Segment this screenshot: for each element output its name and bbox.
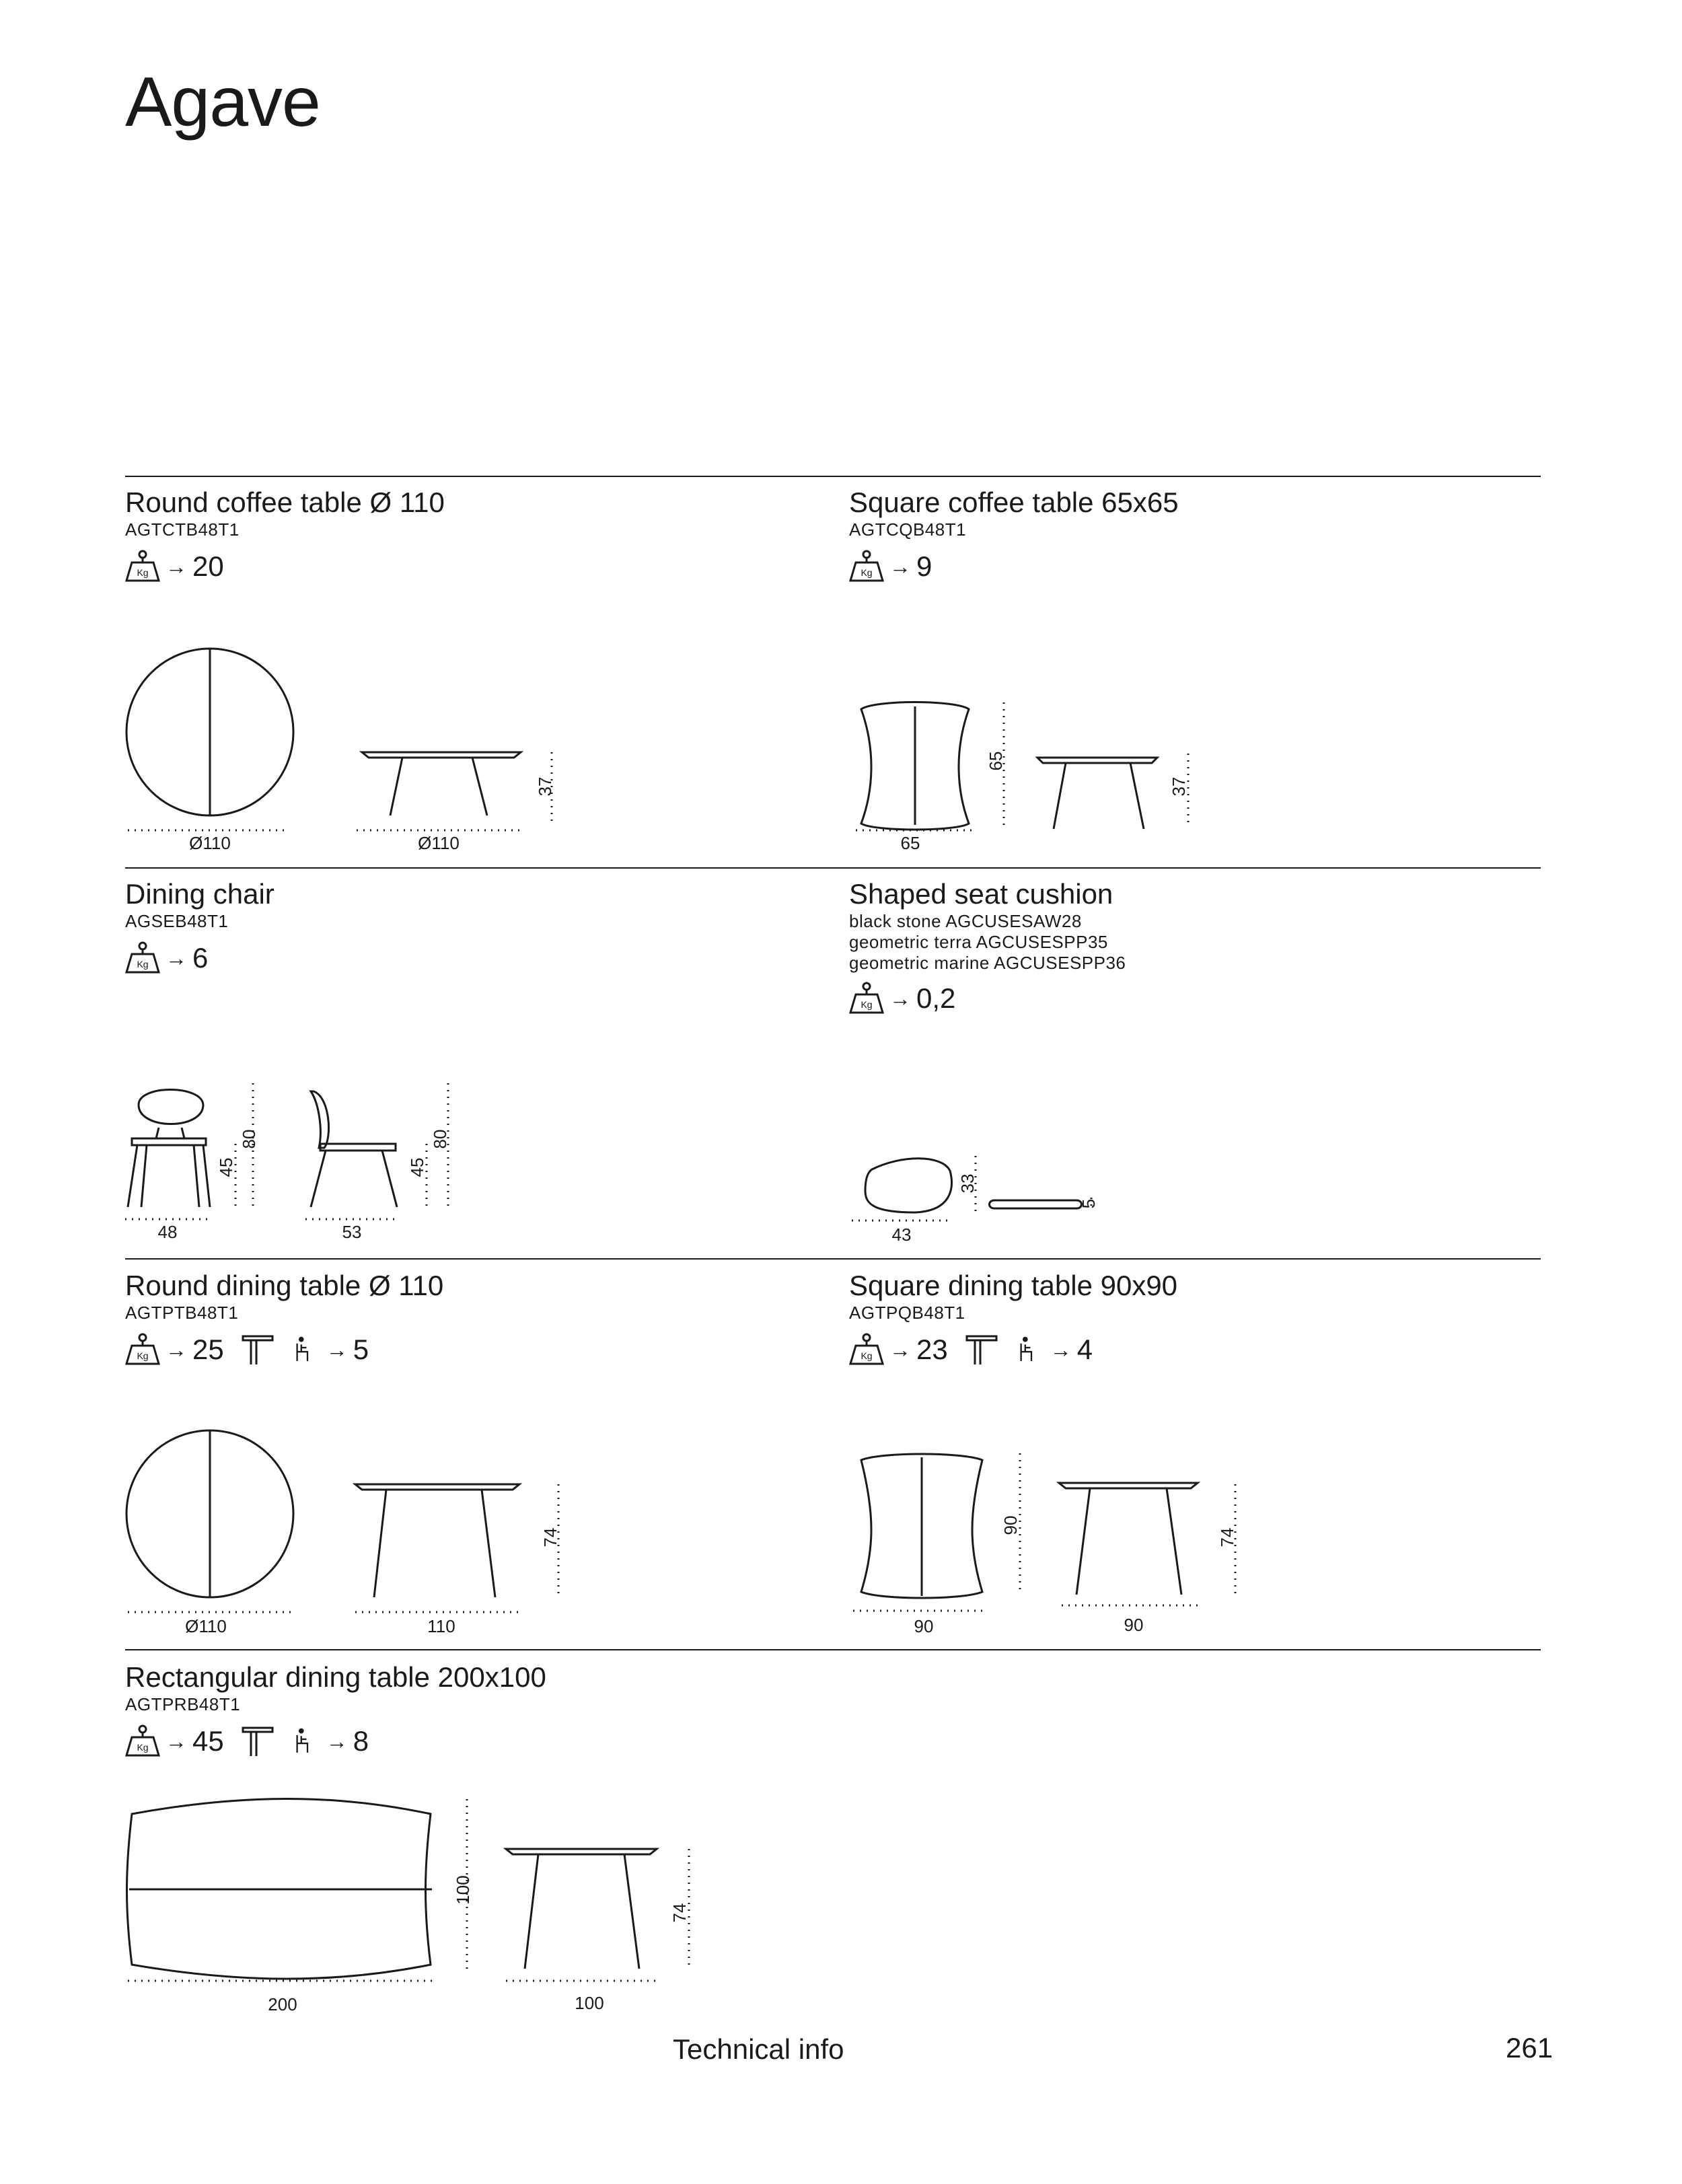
- dimension-label: Ø110: [185, 1616, 227, 1636]
- arrow-icon: →: [166, 946, 187, 970]
- dimension-label: 48: [157, 1222, 178, 1242]
- table-side-view: [1059, 1483, 1198, 1488]
- product-code: AGTCTB48T1: [125, 519, 240, 540]
- chair-front-view: [139, 1090, 203, 1124]
- dimension-label: 80: [430, 1129, 450, 1149]
- divider: [125, 867, 1541, 869]
- table-top-view: [126, 649, 293, 815]
- product-code: AGTPQB48T1: [849, 1303, 965, 1323]
- product-name: Dining chair: [125, 878, 275, 910]
- table-top-view: [861, 702, 969, 830]
- dimension-label: 74: [540, 1527, 560, 1548]
- arrow-icon: →: [166, 554, 187, 579]
- dimension-label: 74: [669, 1903, 690, 1923]
- dimension-label: 5: [1078, 1198, 1099, 1209]
- dimension-label: 37: [1169, 776, 1189, 797]
- seats-value: 4: [1076, 1334, 1093, 1365]
- table-top-view: [127, 1799, 431, 1979]
- weight-kg-icon: [125, 549, 160, 584]
- seats-value: 8: [353, 1725, 369, 1757]
- product-name: Rectangular dining table 200x100: [125, 1661, 546, 1693]
- weight-value: 0,2: [916, 982, 956, 1014]
- arrow-icon: →: [166, 1729, 187, 1753]
- arrow-icon: →: [889, 1338, 911, 1362]
- chair-side-view: [311, 1091, 329, 1148]
- product-specs: [849, 549, 932, 584]
- product-variant: geometric terra AGCUSESPP35: [849, 932, 1108, 952]
- weight-kg-icon: [849, 1332, 884, 1367]
- table-top-view: [861, 1454, 982, 1598]
- weight-kg-icon: [125, 1332, 160, 1367]
- table-side-view: [506, 1849, 657, 1854]
- dimension-label: 33: [957, 1173, 978, 1194]
- product-specs: [125, 941, 208, 976]
- divider: [125, 1649, 1541, 1650]
- dimension-label: 37: [535, 776, 555, 797]
- dimension-label: 53: [342, 1222, 362, 1242]
- dimension-label: 90: [1124, 1615, 1144, 1635]
- table-side-view: [1037, 758, 1157, 763]
- product-code: AGTPTB48T1: [125, 1303, 239, 1323]
- table-icon: [965, 1332, 1000, 1367]
- dimension-label: 65: [900, 833, 920, 853]
- weight-kg-icon: [125, 1724, 160, 1759]
- product-code: AGTPRB48T1: [125, 1694, 241, 1714]
- weight-kg-icon: [849, 981, 884, 1016]
- seats-value: 5: [353, 1334, 369, 1365]
- page-number: 261: [1506, 2032, 1553, 2064]
- weight-value: 20: [192, 550, 224, 582]
- arrow-icon: →: [889, 986, 911, 1011]
- dimension-label: 100: [453, 1875, 473, 1905]
- dimension-label: 65: [986, 751, 1006, 771]
- product-specs: [125, 1724, 369, 1759]
- dimension-label: 110: [427, 1616, 455, 1636]
- dimension-label: 90: [1000, 1515, 1021, 1535]
- weight-value: 9: [916, 550, 933, 582]
- dimension-label: 74: [1217, 1527, 1237, 1548]
- arrow-icon: →: [889, 554, 911, 579]
- arrow-icon: →: [1050, 1338, 1072, 1362]
- cushion-top-view: [865, 1159, 951, 1212]
- product-code: AGSEB48T1: [125, 911, 229, 931]
- product-code: AGTCQB48T1: [849, 519, 967, 540]
- dimension-label: 200: [268, 1994, 297, 2014]
- product-name: Square coffee table 65x65: [849, 486, 1179, 518]
- product-variant: geometric marine AGCUSESPP36: [849, 953, 1126, 973]
- dimension-label: Ø110: [189, 833, 231, 853]
- section-label: Technical info: [673, 2033, 844, 2065]
- divider: [125, 1258, 1541, 1260]
- dimension-label: 43: [891, 1225, 912, 1245]
- weight-value: 6: [192, 942, 209, 974]
- dimension-label: 90: [914, 1616, 934, 1636]
- dimension-label: 100: [575, 1993, 604, 2013]
- table-icon: [242, 1724, 277, 1759]
- arrow-icon: →: [326, 1338, 348, 1362]
- product-specs: [125, 549, 224, 584]
- product-variant: black stone AGCUSESAW28: [849, 911, 1082, 931]
- divider: [125, 476, 1541, 477]
- page-title: Agave: [125, 63, 320, 141]
- weight-kg-icon: [125, 941, 160, 976]
- weight-kg-icon: [849, 549, 884, 584]
- weight-value: 25: [192, 1334, 224, 1365]
- dimension-label: 80: [239, 1129, 259, 1149]
- product-specs: [849, 1332, 1093, 1367]
- seated-person-icon: [1018, 1332, 1045, 1367]
- dimension-label: 45: [407, 1157, 427, 1177]
- product-name: Round dining table Ø 110: [125, 1270, 444, 1301]
- product-name: Square dining table 90x90: [849, 1270, 1178, 1301]
- weight-value: 45: [192, 1725, 224, 1757]
- seated-person-icon: [294, 1332, 321, 1367]
- arrow-icon: →: [326, 1729, 348, 1753]
- product-specs: [849, 981, 955, 1016]
- table-side-view: [355, 1484, 519, 1490]
- product-name: Round coffee table Ø 110: [125, 486, 445, 518]
- product-specs: [125, 1332, 369, 1367]
- weight-value: 23: [916, 1334, 948, 1365]
- seated-person-icon: [294, 1724, 321, 1759]
- cushion-side-view: [990, 1200, 1082, 1208]
- table-icon: [242, 1332, 277, 1367]
- table-top-view: [126, 1430, 293, 1597]
- dimension-label: Ø110: [418, 833, 460, 853]
- product-name: Shaped seat cushion: [849, 878, 1113, 910]
- table-side-view: [362, 752, 521, 758]
- dimension-label: 45: [216, 1157, 236, 1177]
- arrow-icon: →: [166, 1338, 187, 1362]
